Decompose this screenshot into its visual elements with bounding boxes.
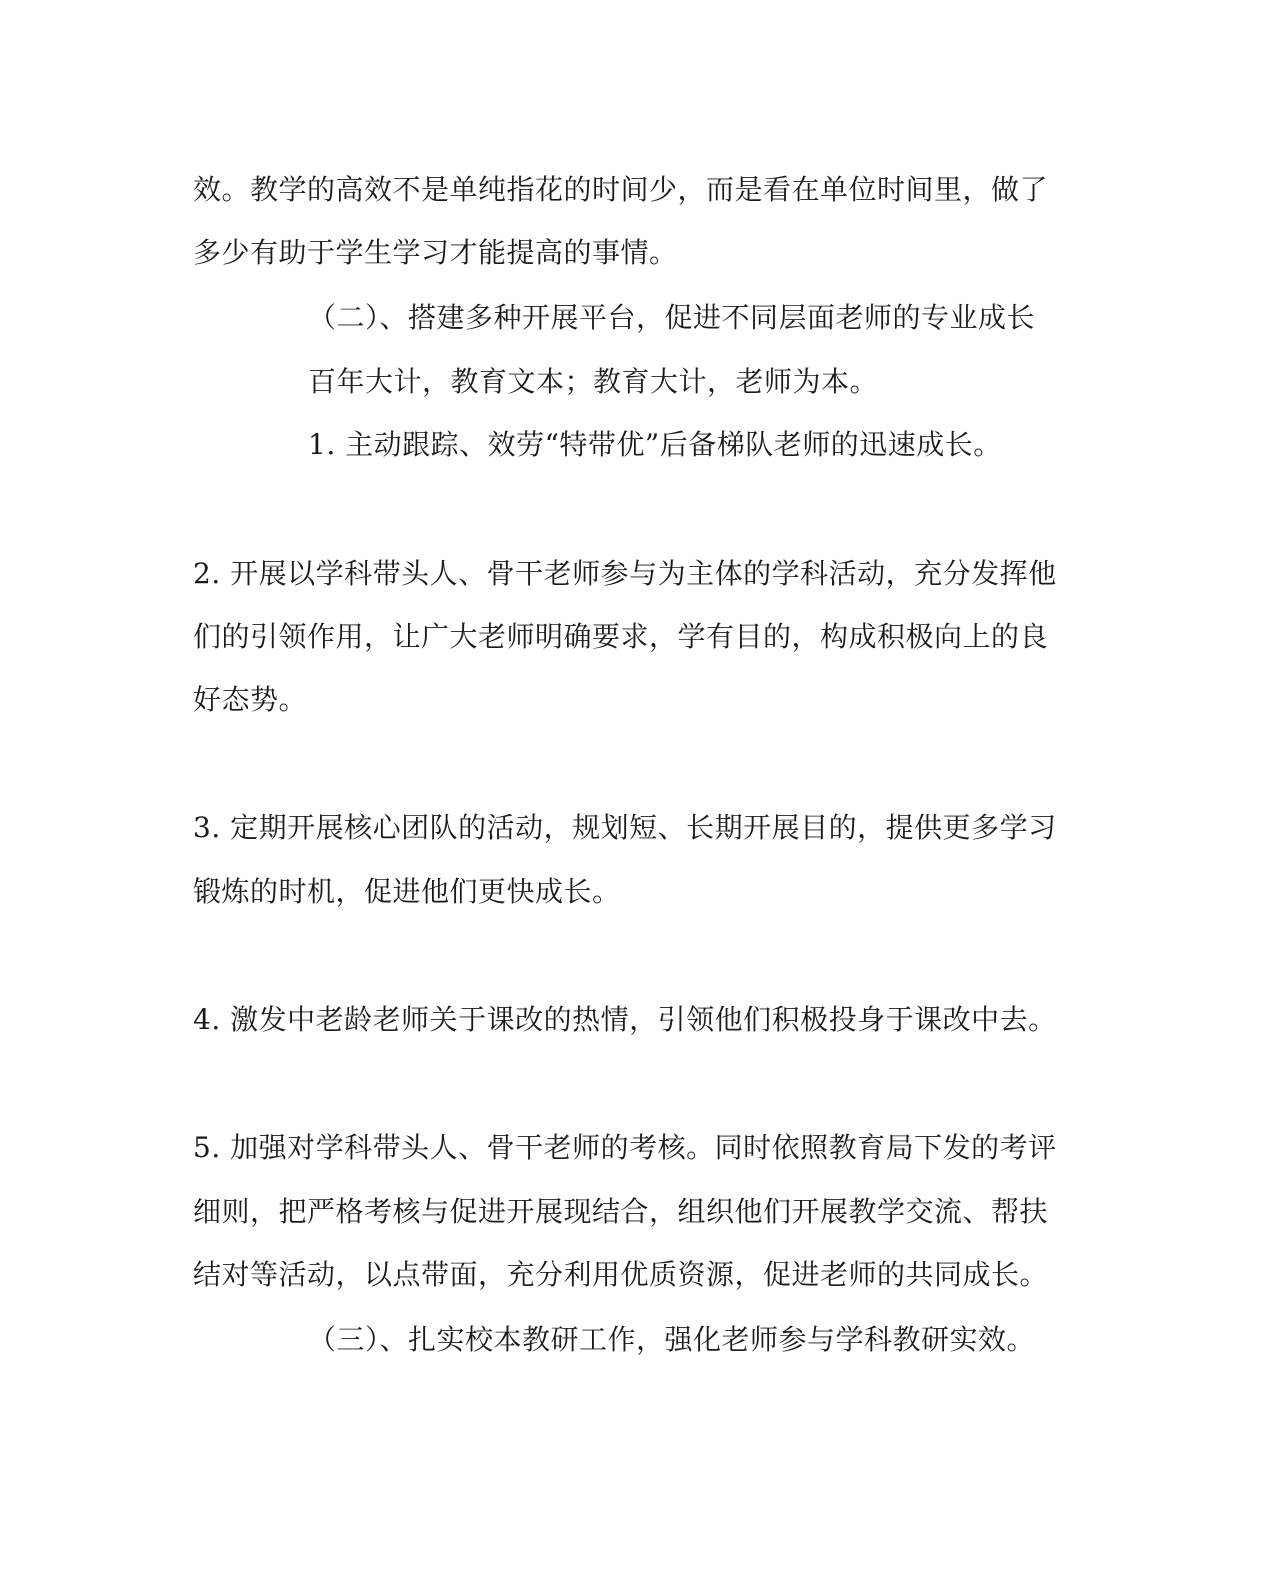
list-item-4: 4. 激发中老龄老师关于课改的热情，引领他们积极投身于课改中去。 bbox=[193, 1003, 1057, 1036]
paragraph-line: 锻炼的时机，促进他们更快成长。 bbox=[193, 875, 621, 908]
section-heading-2: （二）、搭建多种开展平台，促进不同层面老师的专业成长 bbox=[308, 301, 1036, 334]
paragraph-line: 结对等活动，以点带面，充分利用优质资源，促进老师的共同成长。 bbox=[193, 1258, 1049, 1291]
paragraph-line: 们的引领作用，让广大老师明确要求，学有目的，构成积极向上的良 bbox=[193, 620, 1049, 653]
paragraph-line: 好态势。 bbox=[193, 683, 308, 716]
list-item-1: 1. 主动跟踪、效劳“特带优”后备梯队老师的迅速成长。 bbox=[308, 428, 1002, 461]
paragraph-line: 多少有助于学生学习才能提高的事情。 bbox=[193, 236, 678, 269]
paragraph-line: 百年大计，教育文本；教育大计，老师为本。 bbox=[308, 365, 879, 398]
paragraph-line: 细则，把严格考核与促进开展现结合，组织他们开展教学交流、帮扶 bbox=[193, 1195, 1049, 1228]
section-heading-3: （三）、扎实校本教研工作，强化老师参与学科教研实效。 bbox=[308, 1323, 1036, 1356]
paragraph-line: 效。教学的高效不是单纯指花的时间少，而是看在单位时间里，做了 bbox=[193, 173, 1049, 206]
list-item-3: 3. 定期开展核心团队的活动，规划短、长期开展目的，提供更多学习 bbox=[193, 811, 1057, 844]
list-item-2: 2. 开展以学科带头人、骨干老师参与为主体的学科活动，充分发挥他 bbox=[193, 557, 1057, 590]
list-item-5: 5. 加强对学科带头人、骨干老师的考核。同时依照教育局下发的考评 bbox=[193, 1131, 1057, 1164]
